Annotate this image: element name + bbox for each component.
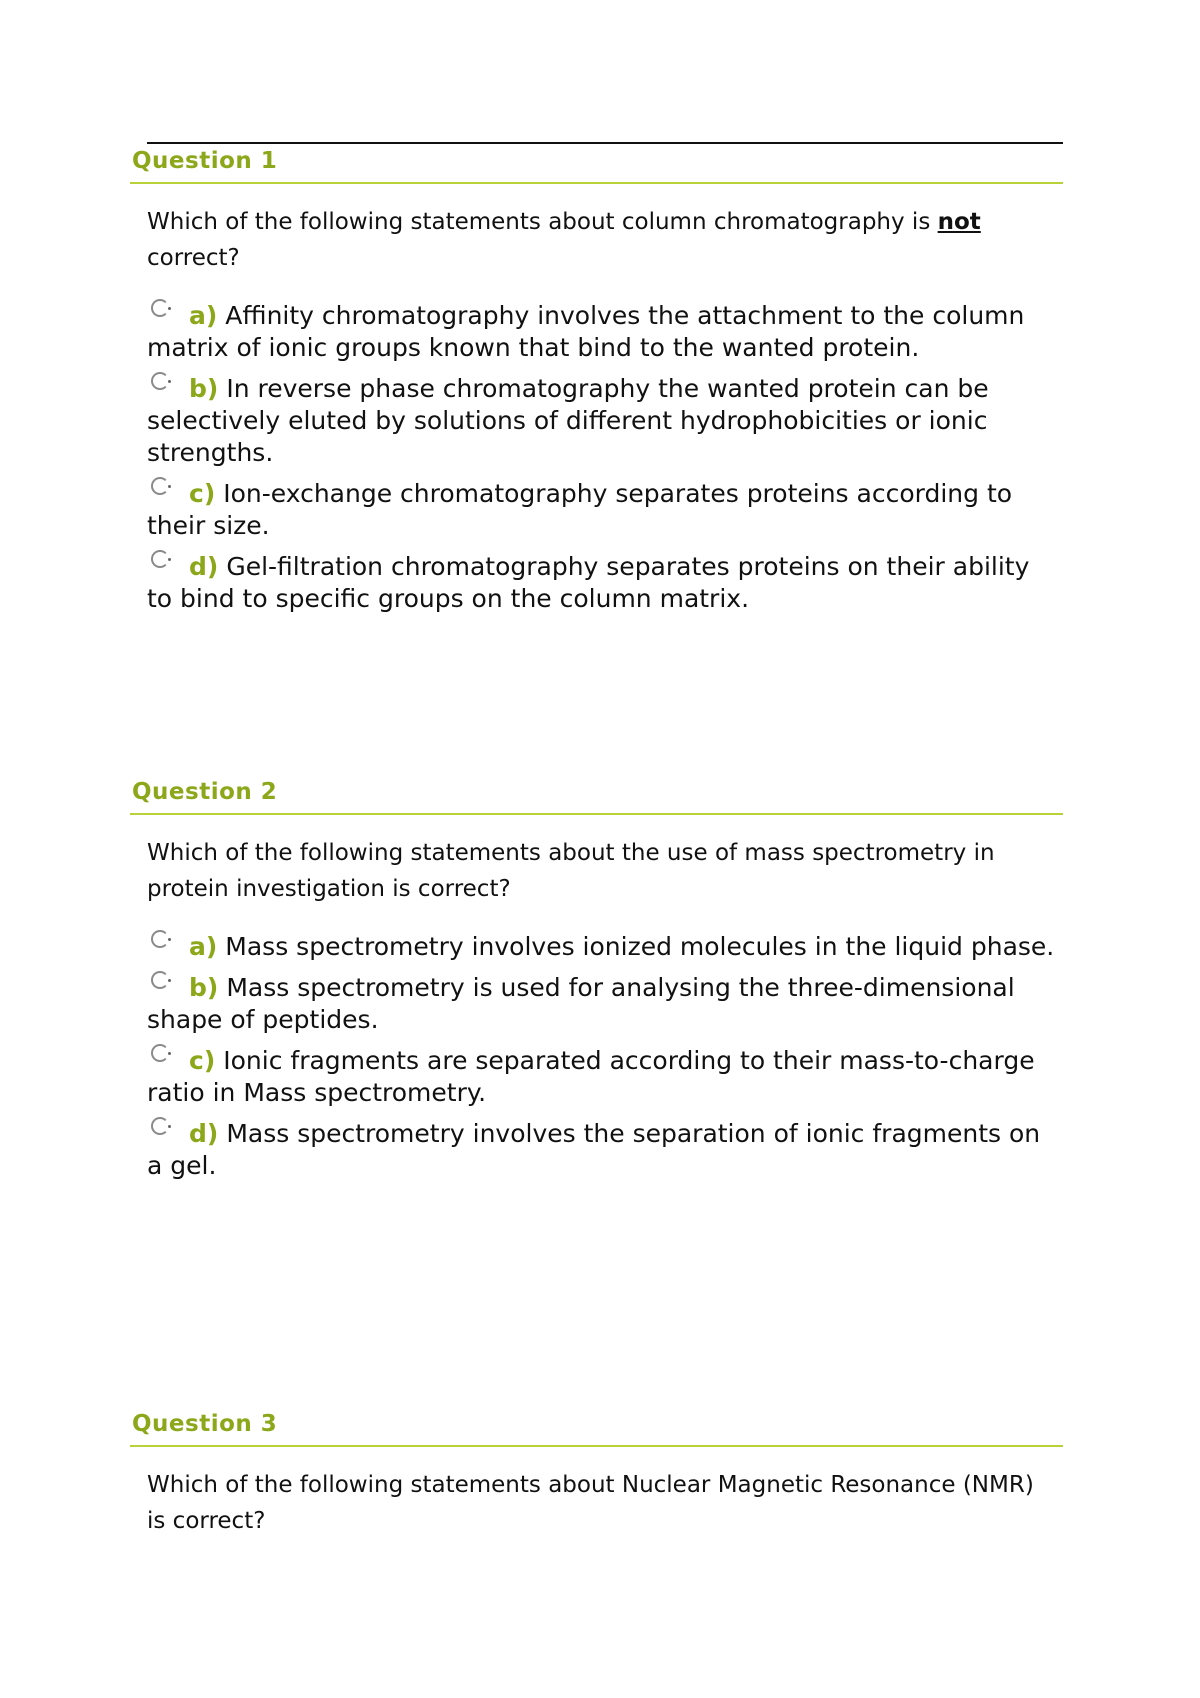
option-text: Affinity chromatography involves the attachment to the column matrix of ionic groups known that bind to the wanted protein.	[147, 301, 1025, 362]
question-title: Question 2	[132, 779, 278, 805]
option-letter: a)	[189, 301, 218, 330]
radio-button-icon[interactable]	[151, 1044, 169, 1062]
option-text: Ionic fragments are separated according to their mass-to-charge ratio in Mass spectrometry.	[147, 1046, 1035, 1107]
question-text	[147, 204, 1047, 276]
radio-button-icon[interactable]	[151, 372, 169, 390]
option-a[interactable]	[147, 300, 1062, 364]
radio-button-icon[interactable]	[151, 477, 169, 495]
question-divider	[130, 182, 1063, 184]
question-title: Question 1	[132, 148, 278, 174]
question-text-part: Which of the following statements about column chromatography is	[147, 209, 938, 235]
radio-button-icon[interactable]	[151, 299, 169, 317]
option-text: In reverse phase chromatography the wanted protein can be selectively eluted by solutions of different hydrophobicities or ionic strengths.	[147, 374, 989, 467]
question-text-emphasis: not	[937, 209, 981, 235]
option-text: Ion-exchange chromatography separates proteins according to their size.	[147, 479, 1013, 540]
question-1	[130, 144, 1063, 624]
question-divider	[130, 813, 1063, 815]
option-letter: c)	[189, 1046, 216, 1075]
option-c[interactable]	[147, 1045, 1062, 1109]
question-text-part: correct?	[147, 245, 240, 271]
option-text: Gel-filtration chromatography separates proteins on their ability to bind to specific groups on the column matrix.	[147, 552, 1030, 613]
option-letter: a)	[189, 932, 218, 961]
option-letter: c)	[189, 479, 216, 508]
option-letter: d)	[189, 1119, 219, 1148]
question-title: Question 3	[132, 1411, 278, 1437]
question-3	[130, 1407, 1063, 1539]
question-2	[130, 775, 1063, 1191]
option-b[interactable]	[147, 373, 1062, 469]
option-c[interactable]	[147, 478, 1062, 542]
option-b[interactable]	[147, 972, 1062, 1036]
option-d[interactable]	[147, 1118, 1062, 1182]
option-d[interactable]	[147, 551, 1062, 615]
answer-options	[147, 300, 1062, 615]
option-a[interactable]	[147, 931, 1062, 963]
radio-button-icon[interactable]	[151, 930, 169, 948]
option-text: Mass spectrometry involves the separation of ionic fragments on a gel.	[147, 1119, 1041, 1180]
question-text: Which of the following statements about the use of mass spectrometry in protein investigation is correct?	[147, 840, 995, 902]
question-text: Which of the following statements about Nuclear Magnetic Resonance (NMR) is correct?	[147, 1472, 1034, 1534]
option-text: Mass spectrometry is used for analysing the three-dimensional shape of peptides.	[147, 973, 1015, 1034]
answer-options	[147, 931, 1062, 1182]
option-letter: b)	[189, 973, 219, 1002]
question-divider	[130, 1445, 1063, 1447]
option-letter: b)	[189, 374, 219, 403]
radio-button-icon[interactable]	[151, 1117, 169, 1135]
option-text: Mass spectrometry involves ionized molecules in the liquid phase.	[225, 932, 1055, 961]
option-letter: d)	[189, 552, 219, 581]
radio-button-icon[interactable]	[151, 971, 169, 989]
radio-button-icon[interactable]	[151, 550, 169, 568]
